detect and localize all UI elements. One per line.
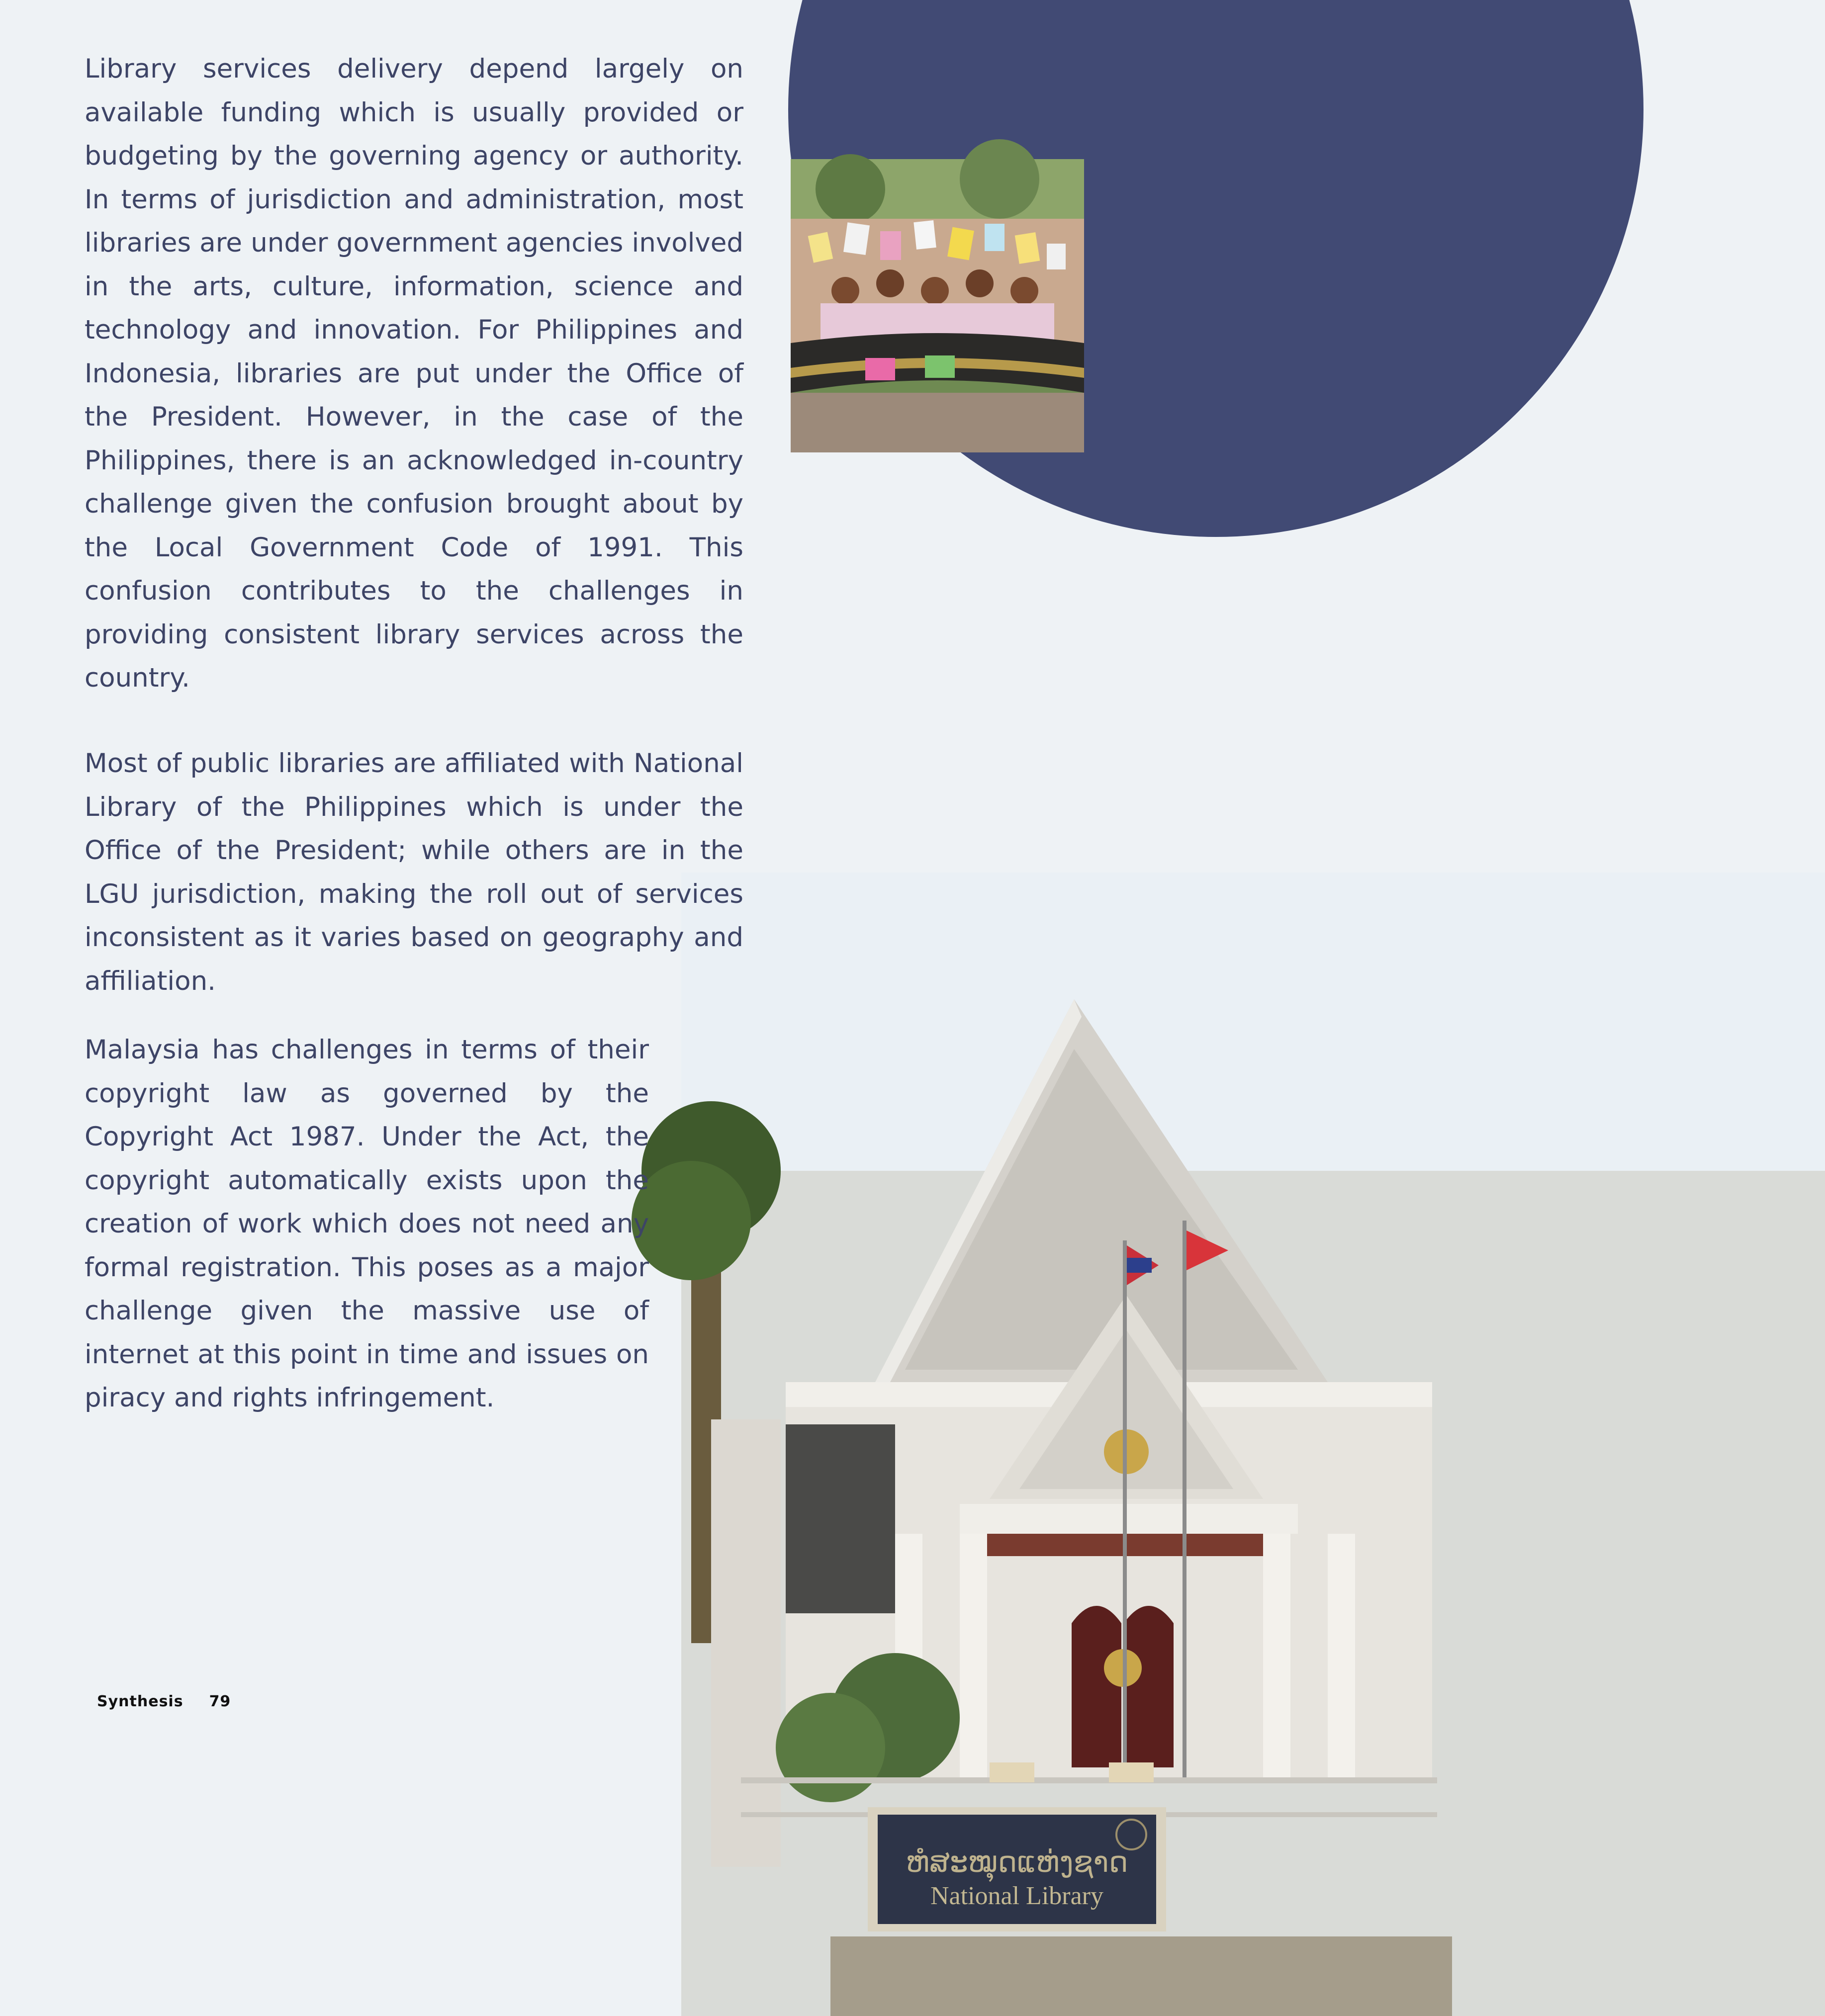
sign-english-text: National Library xyxy=(930,1882,1103,1910)
footer-page-number: 79 xyxy=(209,1693,231,1710)
page-footer xyxy=(97,1693,257,1710)
children-with-books-photo xyxy=(791,159,1084,452)
national-library-building-photo xyxy=(681,873,1825,2016)
paragraph-malaysia-copyright: Malaysia has challenges in terms of their copyright law as governed by the Copyright Act 1987. Under the Act, the copyright automatically exists upon the creation of work which does not need any formal registration. This poses as a major challenge given the massive use of internet at this point in time and issues on piracy and rights infringement. xyxy=(85,1035,649,1413)
paragraph-public-libraries: Most of public libraries are affiliated with National Library of the Philippines which is under the Office of the President; while others are in the LGU jurisdiction, making the roll out of services inconsistent as it varies based on geography and affiliation. xyxy=(85,748,743,996)
paragraph-library-funding: Library services delivery depend largely on available funding which is usually provided or budgeting by the governing agency or authority. In terms of jurisdiction and administration, most libraries are under government agencies involved in the arts, culture, information, science and technology and innovation. For Philippines and Indonesia, libraries are put under the Office of the President. However, in the case of the Philippines, there is an acknowledged in-country challenge given the confusion brought about by the Local Government Code of 1991. This confusion contributes to the challenges in providing consistent library services across the country. xyxy=(85,54,743,693)
footer-section-label: Synthesis xyxy=(97,1693,183,1710)
sign-script-text: ຫໍສະໝຸດແຫ່ງຊາດ xyxy=(906,1845,1128,1879)
